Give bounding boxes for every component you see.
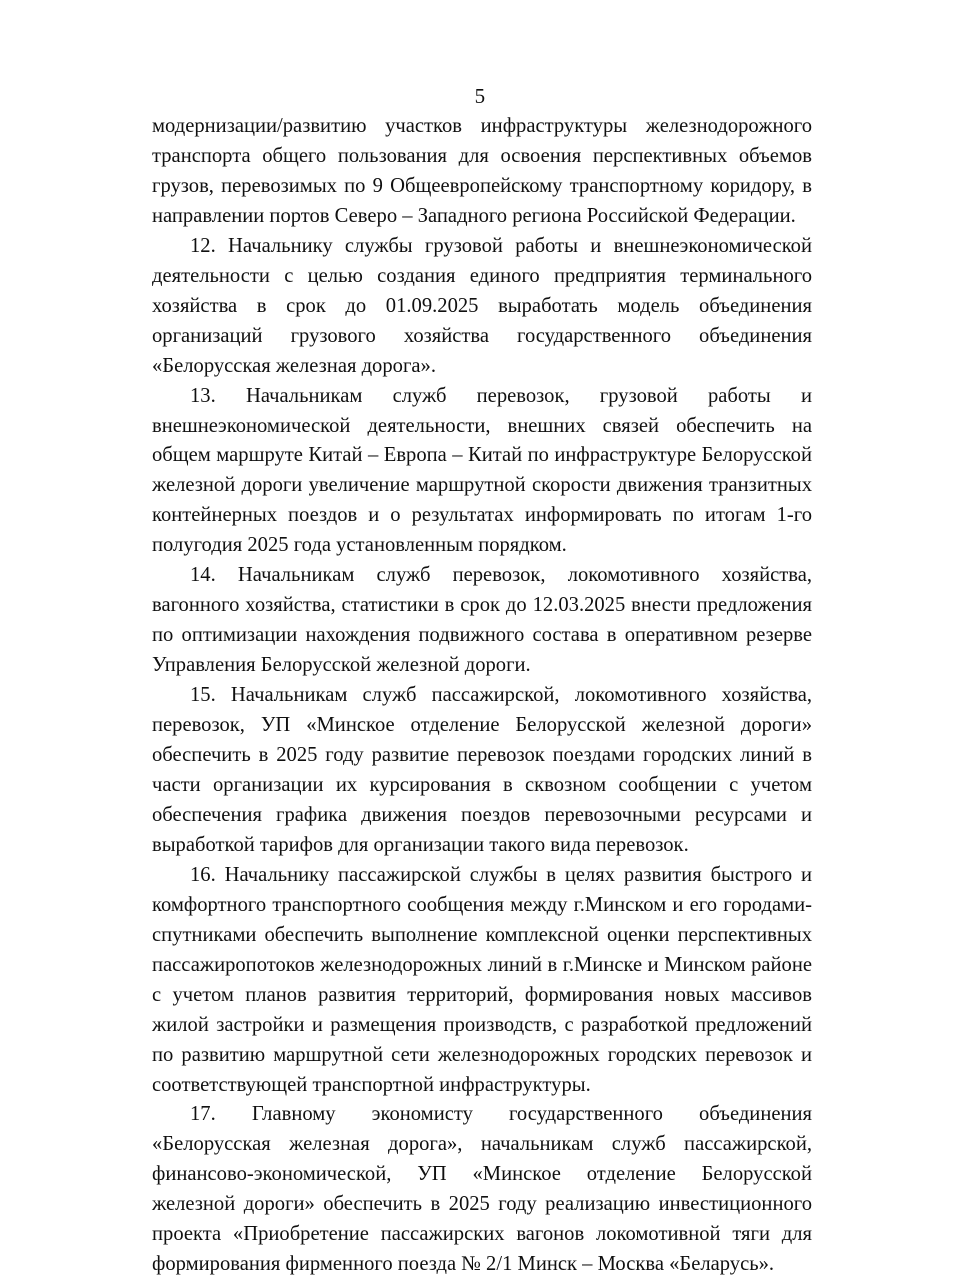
paragraph-item-13: 13. Начальникам служб перевозок, грузовой работы и внешнеэкономической деятельности, внешних связей обеспечить на общем маршруте Китай – Европа – Китай по инфраструктуре Белорусской железной дороги увеличение маршрутной скорости движения транзитных контейнерных поездов и о результатах информировать по итогам 1-го полугодия 2025 года установленным порядком. xyxy=(152,384,812,557)
page-number: 5 xyxy=(474,84,486,108)
document-body xyxy=(152,112,812,1280)
paragraph-item-14: 14. Начальникам служб перевозок, локомотивного хозяйства, вагонного хозяйства, статистики в срок до 12.03.2025 внести предложения по оптимизации нахождения подвижного состава в оперативном резерве Управления Белорусской железной дороги. xyxy=(152,564,812,677)
paragraph-item-12: 12. Начальнику службы грузовой работы и внешнеэкономической деятельности с целью создания единого предприятия терминального хозяйства в срок до 01.09.2025 выработать модель объединения организаций грузового хозяйства государственного объединения «Белорусская железная дорога». xyxy=(152,234,812,377)
paragraph-item-17: 17. Главному экономисту государственного объединения «Белорусская железная дорога», начальникам служб пассажирской, финансово-экономической, УП «Минское отделение Белорусской железной дороги» обеспечить в 2025 году реализацию инвестиционного проекта «Приобретение пассажирских вагонов локомотивной тяги для формирования фирменного поезда № 2/1 Минск – Москва «Беларусь». xyxy=(152,1103,812,1276)
paragraph-item-15: 15. Начальникам служб пассажирской, локомотивного хозяйства, перевозок, УП «Минское отделение Белорусской железной дороги» обеспечить в 2025 году развитие перевозок поездами городских линий в части организации их курсирования в сквозном сообщении с учетом обеспечения графика движения поездов перевозочными ресурсами и выработкой тарифов для организации такого вида перевозок. xyxy=(152,684,812,856)
paragraph-continuation: модернизации/развитию участков инфраструктуры железнодорожного транспорта общего пользования для освоения перспективных объемов грузов, перевозимых по 9 Общеевропейскому транспортному коридору, в направлении портов Северо – Западного региона Российской Федерации. xyxy=(152,115,812,227)
paragraph-item-16: 16. Начальнику пассажирской службы в целях развития быстрого и комфортного транспортного сообщения между г.Минском и его городами-спутниками обеспечить выполнение комплексной оценки перспективных пассажиропотоков железнодорожных линий в г.Минске и Минском районе с учетом планов развития территорий, формирования новых массивов жилой застройки и размещения производств, с разработкой предложений по развитию маршрутной сети железнодорожных городских перевозок и соответствующей транспортной инфраструктуры. xyxy=(152,863,812,1096)
